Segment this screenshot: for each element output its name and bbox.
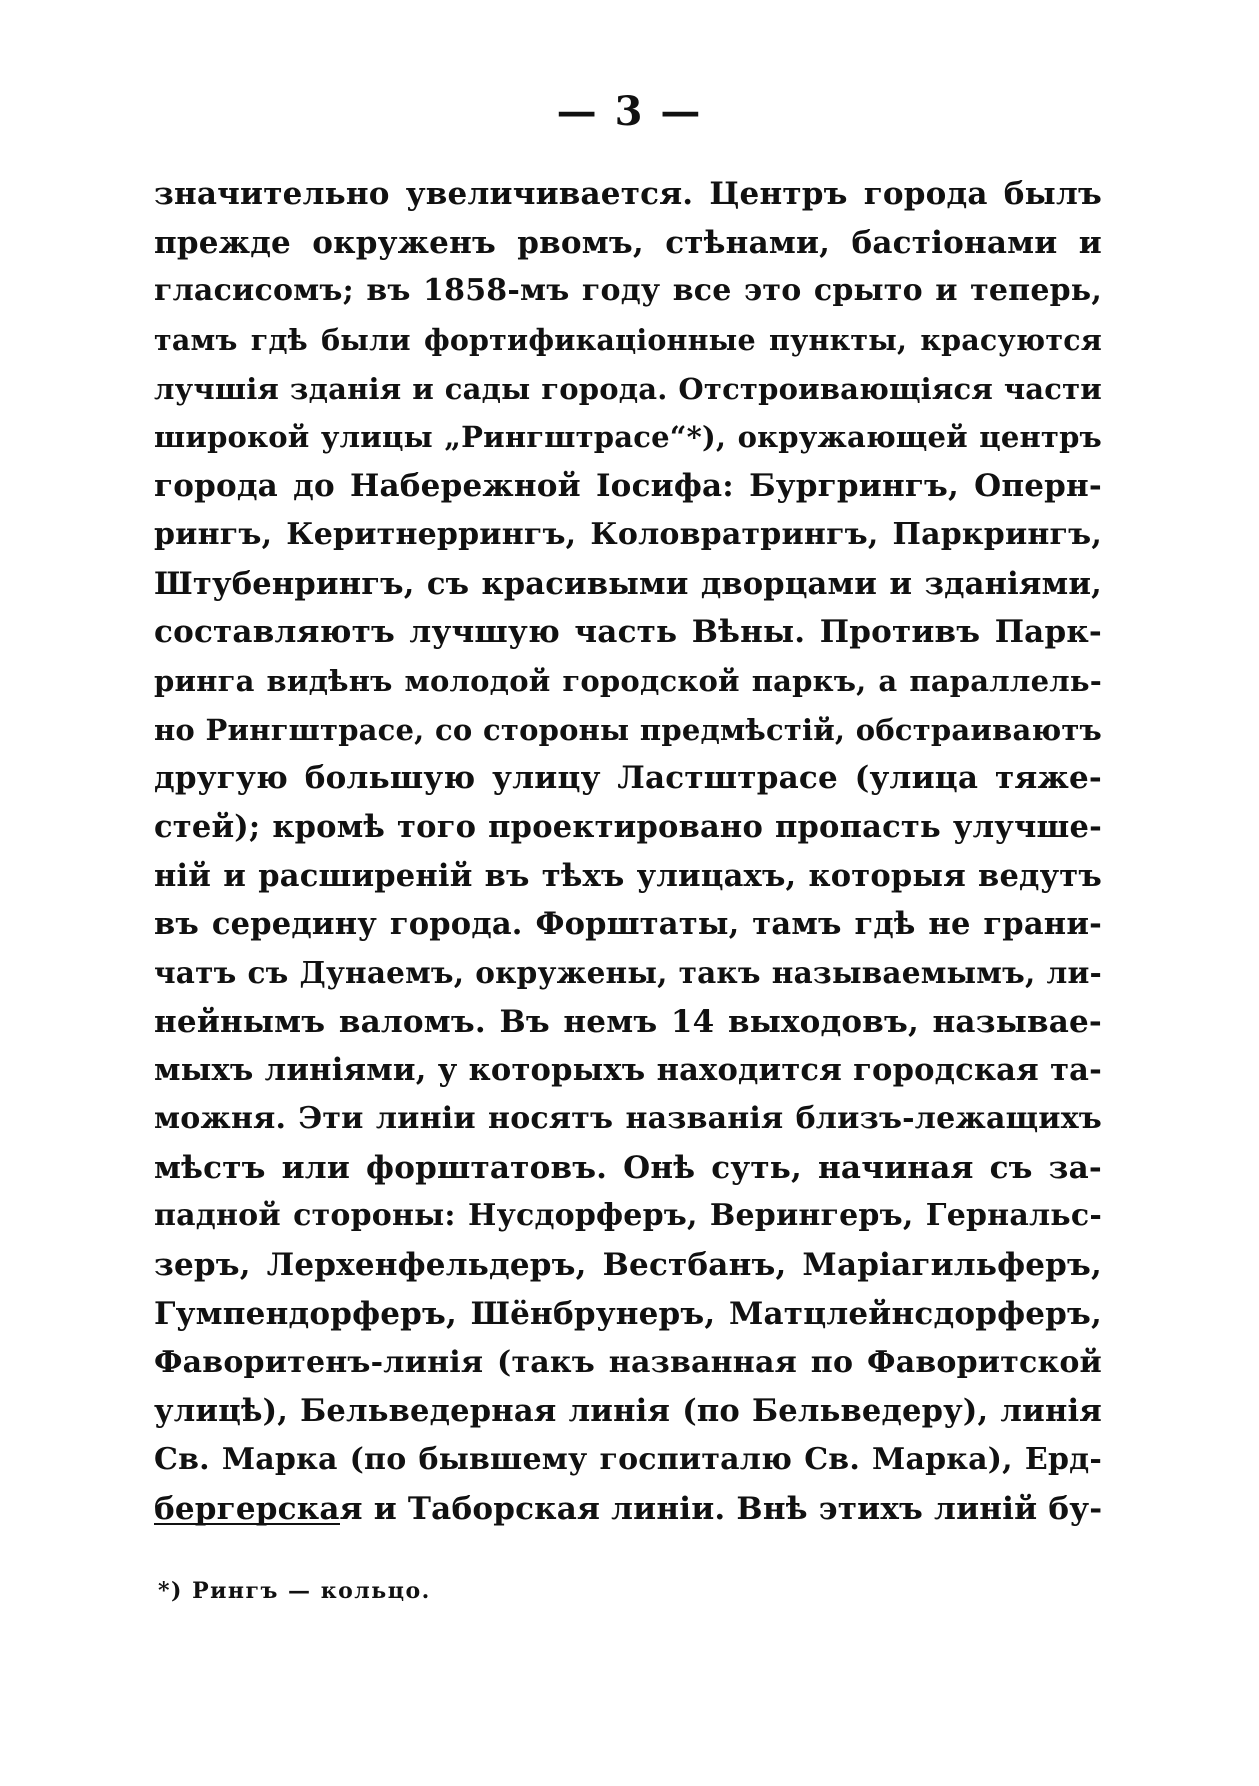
text-line: города до Набережной Іосифа: Бургрингъ, Оперн- — [154, 468, 1102, 505]
text-line: мыхъ линіями, у которыхъ находится городская та- — [154, 1052, 1102, 1089]
text-line: Штубенрингъ, съ красивыми дворцами и зданіями, — [154, 565, 1102, 602]
text-line: падной стороны: Нусдорферъ, Верингеръ, Гернальс- — [154, 1198, 1102, 1234]
text-line: Фаворитенъ-линія (такъ названная по Фаворитской — [154, 1344, 1102, 1380]
body-text — [154, 170, 1102, 1533]
text-line: но Рингштрасе, со стороны предмѣстій, обстраиваютъ — [154, 712, 1102, 747]
text-line: мѣстъ или форштатовъ. Онѣ суть, начиная съ за- — [154, 1149, 1102, 1186]
text-line: составляютъ лучшую часть Вѣны. Противъ Парк- — [154, 614, 1102, 651]
text-line: чатъ съ Дунаемъ, окружены, такъ называемымъ, ли- — [154, 955, 1102, 990]
text-line: въ середину города. Форштаты, тамъ гдѣ не грани- — [154, 906, 1102, 943]
text-line: зеръ, Лерхенфельдеръ, Вестбанъ, Маріагильферъ, — [154, 1247, 1102, 1284]
text-line: улицѣ), Бельведерная линія (по Бельведеру), линія — [154, 1393, 1102, 1430]
text-line: нейнымъ валомъ. Въ немъ 14 выходовъ, называе- — [154, 1003, 1102, 1040]
text-line: другую большую улицу Ластштрасе (улица тяже- — [154, 760, 1102, 797]
text-line: тамъ гдѣ были фортификаціонные пункты, красуются — [154, 323, 1102, 358]
text-line: прежде окруженъ рвомъ, стѣнами, бастіонами и — [154, 224, 1102, 261]
text-line: Гумпендорферъ, Шёнбрунеръ, Матцлейнсдорферъ, — [154, 1295, 1102, 1332]
text-line: можня. Эти линіи носятъ названія близъ-лежащихъ — [154, 1101, 1102, 1137]
footnote: *) Рингъ — кольцо. — [158, 1578, 431, 1604]
page-number: — 3 — — [556, 88, 703, 135]
text-line: гласисомъ; въ 1858-мъ году все это срыто и теперь, — [154, 273, 1102, 309]
text-line: значительно увеличивается. Центръ города былъ — [154, 176, 1102, 212]
text-line: рингъ, Керитнеррингъ, Коловратрингъ, Паркрингъ, — [154, 516, 1102, 552]
text-line: широкой улицы „Рингштрасе“*), окружающей центръ — [154, 420, 1102, 455]
text-line: ній и расширеній въ тѣхъ улицахъ, которыя ведутъ — [154, 857, 1102, 894]
text-line: ринга видѣнъ молодой городской паркъ, а параллель- — [154, 663, 1102, 698]
text-line: лучшія зданія и сады города. Отстроивающіяся части — [154, 371, 1102, 406]
text-line: Св. Марка (по бывшему госпиталю Св. Марка), Ерд- — [154, 1441, 1102, 1477]
text-line: стей); кромѣ того проектировано пропасть улучше- — [154, 808, 1102, 845]
footnote-divider — [154, 1523, 340, 1525]
text-line: бергерская и Таборская линіи. Внѣ этихъ линій бу- — [154, 1490, 1103, 1527]
